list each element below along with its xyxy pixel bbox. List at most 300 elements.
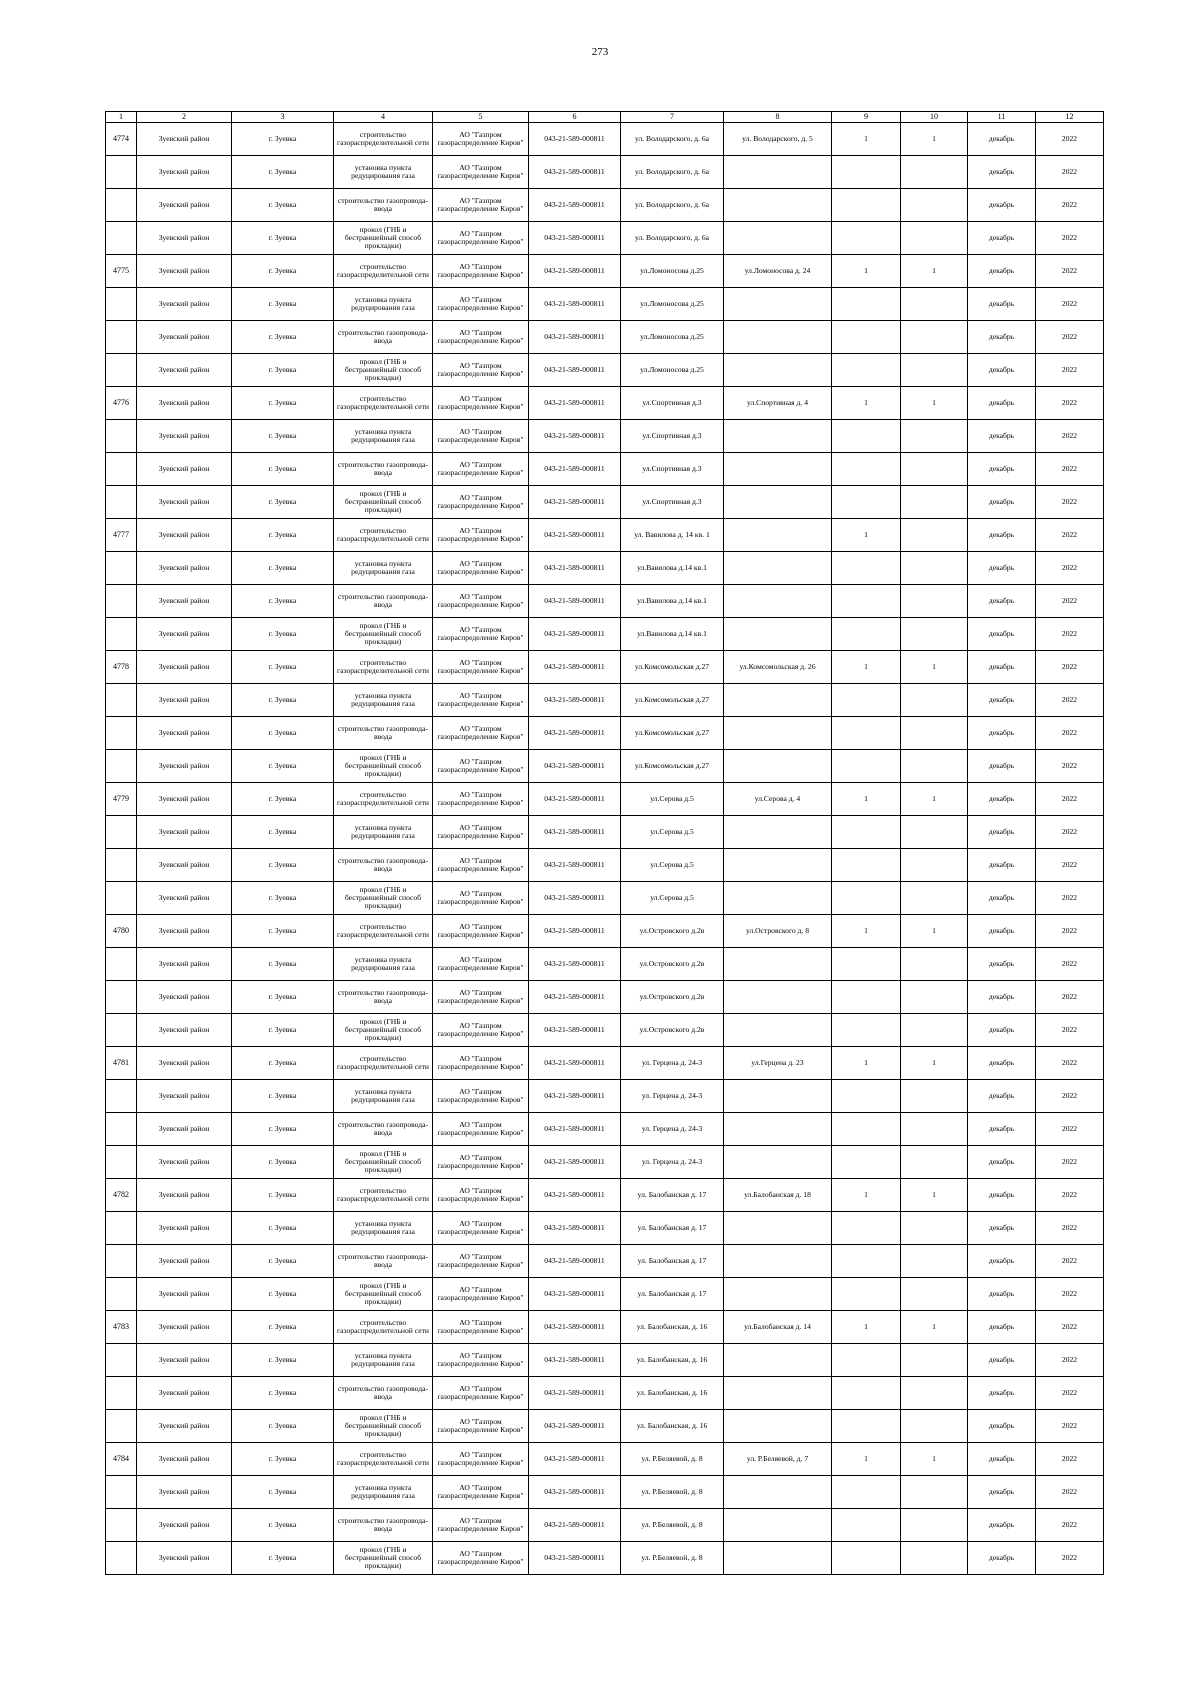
connection-address-cell	[724, 1476, 832, 1509]
table-row	[106, 585, 1104, 618]
registry-code-cell: 043-21-589-000811	[529, 750, 621, 783]
col9-cell	[832, 222, 901, 255]
city-cell: г. Зуевка	[232, 1047, 334, 1080]
registry-code-cell: 043-21-589-000811	[529, 222, 621, 255]
col9-cell	[832, 1014, 901, 1047]
col9-cell	[832, 156, 901, 189]
table-header	[106, 112, 1104, 123]
address-cell: ул. Балобанская д. 17	[621, 1278, 724, 1311]
col10-cell	[901, 1113, 968, 1146]
month-cell: декабрь	[968, 420, 1036, 453]
col10-cell	[901, 288, 968, 321]
organization-cell: АО "Газпром газораспределение Киров"	[433, 486, 529, 519]
registry-code-cell: 043-21-589-000811	[529, 1311, 621, 1344]
connection-address-cell	[724, 849, 832, 882]
connection-address-cell	[724, 1245, 832, 1278]
row-number: 4783	[106, 1311, 137, 1344]
row-number: 4780	[106, 915, 137, 948]
table-row	[106, 387, 1104, 420]
column-header-5: 5	[433, 112, 529, 123]
table-row	[106, 189, 1104, 222]
month-cell: декабрь	[968, 1509, 1036, 1542]
row-number	[106, 1014, 137, 1047]
work-type-cell: строительство газораспределительной сети	[334, 255, 433, 288]
organization-cell: АО "Газпром газораспределение Киров"	[433, 882, 529, 915]
col9-cell	[832, 618, 901, 651]
address-cell: ул.Вавилова д.14 кв.1	[621, 552, 724, 585]
month-cell: декабрь	[968, 486, 1036, 519]
district-cell: Зуевский район	[137, 651, 232, 684]
district-cell: Зуевский район	[137, 1080, 232, 1113]
col10-cell	[901, 981, 968, 1014]
address-cell: ул.Комсомольская д.27	[621, 717, 724, 750]
row-number	[106, 1278, 137, 1311]
city-cell: г. Зуевка	[232, 453, 334, 486]
table-row	[106, 1146, 1104, 1179]
organization-cell: АО "Газпром газораспределение Киров"	[433, 915, 529, 948]
table-row	[106, 849, 1104, 882]
registry-code-cell: 043-21-589-000811	[529, 156, 621, 189]
connection-address-cell	[724, 552, 832, 585]
table-row	[106, 1014, 1104, 1047]
organization-cell: АО "Газпром газораспределение Киров"	[433, 1245, 529, 1278]
registry-code-cell: 043-21-589-000811	[529, 915, 621, 948]
col10-cell	[901, 354, 968, 387]
connection-address-cell: ул.Балобанская д. 14	[724, 1311, 832, 1344]
registry-code-cell: 043-21-589-000811	[529, 1476, 621, 1509]
registry-code-cell: 043-21-589-000811	[529, 1146, 621, 1179]
connection-address-cell	[724, 1212, 832, 1245]
registry-code-cell: 043-21-589-000811	[529, 123, 621, 156]
address-cell: ул. Володарского, д. 6а	[621, 189, 724, 222]
row-number	[106, 156, 137, 189]
city-cell: г. Зуевка	[232, 1113, 334, 1146]
city-cell: г. Зуевка	[232, 882, 334, 915]
row-number	[106, 189, 137, 222]
table-row	[106, 288, 1104, 321]
table-row	[106, 321, 1104, 354]
address-cell: ул. Балобанская, д. 16	[621, 1410, 724, 1443]
row-number: 4781	[106, 1047, 137, 1080]
row-number	[106, 948, 137, 981]
connection-address-cell: ул.Серова д. 4	[724, 783, 832, 816]
organization-cell: АО "Газпром газораспределение Киров"	[433, 420, 529, 453]
district-cell: Зуевский район	[137, 420, 232, 453]
registry-code-cell: 043-21-589-000811	[529, 1542, 621, 1575]
col10-cell	[901, 156, 968, 189]
connection-address-cell	[724, 156, 832, 189]
table-row	[106, 1311, 1104, 1344]
work-type-cell: установка пункта редуцирования газа	[334, 420, 433, 453]
city-cell: г. Зуевка	[232, 1344, 334, 1377]
row-number	[106, 222, 137, 255]
registry-code-cell: 043-21-589-000811	[529, 1245, 621, 1278]
year-cell: 2022	[1036, 816, 1104, 849]
address-cell: ул. Балобанская д. 17	[621, 1179, 724, 1212]
col9-cell	[832, 1146, 901, 1179]
row-number: 4776	[106, 387, 137, 420]
year-cell: 2022	[1036, 1278, 1104, 1311]
table-row	[106, 717, 1104, 750]
work-type-cell: установка пункта редуцирования газа	[334, 1080, 433, 1113]
year-cell: 2022	[1036, 684, 1104, 717]
year-cell: 2022	[1036, 1476, 1104, 1509]
district-cell: Зуевский район	[137, 1245, 232, 1278]
district-cell: Зуевский район	[137, 519, 232, 552]
year-cell: 2022	[1036, 651, 1104, 684]
city-cell: г. Зуевка	[232, 354, 334, 387]
year-cell: 2022	[1036, 618, 1104, 651]
col9-cell	[832, 288, 901, 321]
registry-code-cell: 043-21-589-000811	[529, 288, 621, 321]
col10-cell	[901, 816, 968, 849]
address-cell: ул.Островского д.2в	[621, 1014, 724, 1047]
row-number	[106, 1509, 137, 1542]
connection-address-cell	[724, 882, 832, 915]
address-cell: ул.Спортивная д.3	[621, 420, 724, 453]
organization-cell: АО "Газпром газораспределение Киров"	[433, 948, 529, 981]
month-cell: декабрь	[968, 354, 1036, 387]
organization-cell: АО "Газпром газораспределение Киров"	[433, 519, 529, 552]
connection-address-cell	[724, 1542, 832, 1575]
city-cell: г. Зуевка	[232, 651, 334, 684]
col10-cell: 1	[901, 783, 968, 816]
table-row	[106, 123, 1104, 156]
month-cell: декабрь	[968, 1278, 1036, 1311]
work-type-cell: строительство газопровода-ввода	[334, 453, 433, 486]
col10-cell	[901, 1410, 968, 1443]
month-cell: декабрь	[968, 618, 1036, 651]
organization-cell: АО "Газпром газораспределение Киров"	[433, 1311, 529, 1344]
organization-cell: АО "Газпром газораспределение Киров"	[433, 1278, 529, 1311]
registry-code-cell: 043-21-589-000811	[529, 783, 621, 816]
city-cell: г. Зуевка	[232, 1146, 334, 1179]
work-type-cell: прокол (ГНБ и бестраншейный способ прокладки)	[334, 750, 433, 783]
district-cell: Зуевский район	[137, 750, 232, 783]
year-cell: 2022	[1036, 1311, 1104, 1344]
district-cell: Зуевский район	[137, 123, 232, 156]
address-cell: ул.Комсомольская д.27	[621, 651, 724, 684]
month-cell: декабрь	[968, 915, 1036, 948]
connection-address-cell	[724, 354, 832, 387]
address-cell: ул. Герцена д. 24-3	[621, 1146, 724, 1179]
col10-cell	[901, 618, 968, 651]
registry-code-cell: 043-21-589-000811	[529, 321, 621, 354]
address-cell: ул.Островского д.2в	[621, 981, 724, 1014]
connection-address-cell	[724, 585, 832, 618]
column-header-6: 6	[529, 112, 621, 123]
col10-cell	[901, 420, 968, 453]
month-cell: декабрь	[968, 816, 1036, 849]
registry-code-cell: 043-21-589-000811	[529, 1113, 621, 1146]
connection-address-cell	[724, 948, 832, 981]
address-cell: ул. Р.Беляевой, д. 8	[621, 1509, 724, 1542]
month-cell: декабрь	[968, 1410, 1036, 1443]
connection-address-cell	[724, 1377, 832, 1410]
connection-address-cell: ул.Балобанская д. 18	[724, 1179, 832, 1212]
col10-cell: 1	[901, 651, 968, 684]
organization-cell: АО "Газпром газораспределение Киров"	[433, 1014, 529, 1047]
district-cell: Зуевский район	[137, 1113, 232, 1146]
connection-address-cell	[724, 750, 832, 783]
month-cell: декабрь	[968, 849, 1036, 882]
district-cell: Зуевский район	[137, 1476, 232, 1509]
month-cell: декабрь	[968, 1113, 1036, 1146]
col9-cell: 1	[832, 1311, 901, 1344]
col9-cell: 1	[832, 915, 901, 948]
col9-cell: 1	[832, 519, 901, 552]
col9-cell	[832, 552, 901, 585]
address-cell: ул. Балобанская, д. 16	[621, 1377, 724, 1410]
district-cell: Зуевский район	[137, 585, 232, 618]
work-type-cell: строительство газопровода-ввода	[334, 585, 433, 618]
work-type-cell: прокол (ГНБ и бестраншейный способ прокладки)	[334, 1146, 433, 1179]
city-cell: г. Зуевка	[232, 717, 334, 750]
address-cell: ул. Р.Беляевой, д. 8	[621, 1443, 724, 1476]
city-cell: г. Зуевка	[232, 420, 334, 453]
address-cell: ул.Спортивная д.3	[621, 387, 724, 420]
address-cell: ул. Балобанская д. 17	[621, 1212, 724, 1245]
year-cell: 2022	[1036, 552, 1104, 585]
row-number: 4774	[106, 123, 137, 156]
registry-code-cell: 043-21-589-000811	[529, 354, 621, 387]
row-number	[106, 750, 137, 783]
year-cell: 2022	[1036, 123, 1104, 156]
city-cell: г. Зуевка	[232, 1410, 334, 1443]
month-cell: декабрь	[968, 1377, 1036, 1410]
month-cell: декабрь	[968, 1542, 1036, 1575]
table-row	[106, 651, 1104, 684]
organization-cell: АО "Газпром газораспределение Киров"	[433, 816, 529, 849]
column-header-11: 11	[968, 112, 1036, 123]
month-cell: декабрь	[968, 684, 1036, 717]
table-row	[106, 519, 1104, 552]
year-cell: 2022	[1036, 1179, 1104, 1212]
col10-cell	[901, 585, 968, 618]
col9-cell	[832, 1245, 901, 1278]
city-cell: г. Зуевка	[232, 684, 334, 717]
registry-code-cell: 043-21-589-000811	[529, 684, 621, 717]
col9-cell	[832, 1410, 901, 1443]
col9-cell: 1	[832, 255, 901, 288]
district-cell: Зуевский район	[137, 1410, 232, 1443]
table-row	[106, 1344, 1104, 1377]
address-cell: ул.Серова д.5	[621, 849, 724, 882]
col10-cell	[901, 552, 968, 585]
city-cell: г. Зуевка	[232, 1542, 334, 1575]
month-cell: декабрь	[968, 1014, 1036, 1047]
col9-cell	[832, 882, 901, 915]
city-cell: г. Зуевка	[232, 1212, 334, 1245]
column-header-3: 3	[232, 112, 334, 123]
organization-cell: АО "Газпром газораспределение Киров"	[433, 1542, 529, 1575]
year-cell: 2022	[1036, 519, 1104, 552]
table-row	[106, 1443, 1104, 1476]
address-cell: ул. Герцена д. 24-3	[621, 1047, 724, 1080]
table-row	[106, 1179, 1104, 1212]
city-cell: г. Зуевка	[232, 750, 334, 783]
city-cell: г. Зуевка	[232, 255, 334, 288]
organization-cell: АО "Газпром газораспределение Киров"	[433, 585, 529, 618]
col10-cell	[901, 1476, 968, 1509]
work-type-cell: строительство газораспределительной сети	[334, 519, 433, 552]
registry-code-cell: 043-21-589-000811	[529, 552, 621, 585]
city-cell: г. Зуевка	[232, 321, 334, 354]
month-cell: декабрь	[968, 882, 1036, 915]
address-cell: ул.Серова д.5	[621, 882, 724, 915]
registry-code-cell: 043-21-589-000811	[529, 1080, 621, 1113]
row-number	[106, 1146, 137, 1179]
registry-code-cell: 043-21-589-000811	[529, 1509, 621, 1542]
work-type-cell: строительство газопровода-ввода	[334, 981, 433, 1014]
registry-code-cell: 043-21-589-000811	[529, 717, 621, 750]
district-cell: Зуевский район	[137, 321, 232, 354]
city-cell: г. Зуевка	[232, 189, 334, 222]
row-number	[106, 1245, 137, 1278]
year-cell: 2022	[1036, 750, 1104, 783]
work-type-cell: строительство газопровода-ввода	[334, 1245, 433, 1278]
registry-code-cell: 043-21-589-000811	[529, 486, 621, 519]
registry-code-cell: 043-21-589-000811	[529, 453, 621, 486]
table-row	[106, 156, 1104, 189]
registry-code-cell: 043-21-589-000811	[529, 981, 621, 1014]
col10-cell	[901, 1146, 968, 1179]
connection-address-cell	[724, 1509, 832, 1542]
district-cell: Зуевский район	[137, 948, 232, 981]
year-cell: 2022	[1036, 783, 1104, 816]
address-cell: ул. Володарского, д. 6а	[621, 156, 724, 189]
column-header-9: 9	[832, 112, 901, 123]
address-cell: ул.Ломоносова д.25	[621, 255, 724, 288]
row-number	[106, 684, 137, 717]
address-cell: ул.Островского д.2в	[621, 915, 724, 948]
registry-code-cell: 043-21-589-000811	[529, 816, 621, 849]
work-type-cell: прокол (ГНБ и бестраншейный способ прокладки)	[334, 222, 433, 255]
row-number	[106, 1080, 137, 1113]
district-cell: Зуевский район	[137, 1014, 232, 1047]
row-number	[106, 717, 137, 750]
col9-cell: 1	[832, 123, 901, 156]
organization-cell: АО "Газпром газораспределение Киров"	[433, 1476, 529, 1509]
organization-cell: АО "Газпром газораспределение Киров"	[433, 354, 529, 387]
row-number	[106, 882, 137, 915]
column-header-2: 2	[137, 112, 232, 123]
connection-address-cell: ул.Островского д. 8	[724, 915, 832, 948]
organization-cell: АО "Газпром газораспределение Киров"	[433, 321, 529, 354]
work-type-cell: строительство газораспределительной сети	[334, 915, 433, 948]
connection-address-cell	[724, 816, 832, 849]
register-table	[105, 111, 1104, 1575]
work-type-cell: установка пункта редуцирования газа	[334, 1476, 433, 1509]
registry-code-cell: 043-21-589-000811	[529, 948, 621, 981]
row-number	[106, 585, 137, 618]
col10-cell	[901, 321, 968, 354]
row-number	[106, 321, 137, 354]
district-cell: Зуевский район	[137, 1542, 232, 1575]
col9-cell	[832, 420, 901, 453]
work-type-cell: строительство газораспределительной сети	[334, 1179, 433, 1212]
table-row	[106, 222, 1104, 255]
address-cell: ул. Володарского, д. 6а	[621, 222, 724, 255]
year-cell: 2022	[1036, 948, 1104, 981]
col10-cell	[901, 717, 968, 750]
year-cell: 2022	[1036, 717, 1104, 750]
col9-cell: 1	[832, 387, 901, 420]
table-row	[106, 1410, 1104, 1443]
col9-cell	[832, 816, 901, 849]
organization-cell: АО "Газпром газораспределение Киров"	[433, 717, 529, 750]
work-type-cell: прокол (ГНБ и бестраншейный способ прокладки)	[334, 1410, 433, 1443]
connection-address-cell	[724, 189, 832, 222]
month-cell: декабрь	[968, 1476, 1036, 1509]
month-cell: декабрь	[968, 1146, 1036, 1179]
col10-cell	[901, 684, 968, 717]
connection-address-cell	[724, 1278, 832, 1311]
connection-address-cell	[724, 1080, 832, 1113]
organization-cell: АО "Газпром газораспределение Киров"	[433, 981, 529, 1014]
organization-cell: АО "Газпром газораспределение Киров"	[433, 552, 529, 585]
col9-cell	[832, 486, 901, 519]
col10-cell	[901, 1080, 968, 1113]
year-cell: 2022	[1036, 354, 1104, 387]
city-cell: г. Зуевка	[232, 1311, 334, 1344]
connection-address-cell	[724, 1146, 832, 1179]
table-row	[106, 420, 1104, 453]
month-cell: декабрь	[968, 1311, 1036, 1344]
registry-code-cell: 043-21-589-000811	[529, 1179, 621, 1212]
row-number	[106, 453, 137, 486]
district-cell: Зуевский район	[137, 1443, 232, 1476]
month-cell: декабрь	[968, 1047, 1036, 1080]
year-cell: 2022	[1036, 1443, 1104, 1476]
row-number	[106, 486, 137, 519]
month-cell: декабрь	[968, 156, 1036, 189]
year-cell: 2022	[1036, 1113, 1104, 1146]
organization-cell: АО "Газпром газораспределение Киров"	[433, 387, 529, 420]
district-cell: Зуевский район	[137, 1344, 232, 1377]
year-cell: 2022	[1036, 1344, 1104, 1377]
organization-cell: АО "Газпром газораспределение Киров"	[433, 1443, 529, 1476]
year-cell: 2022	[1036, 1542, 1104, 1575]
month-cell: декабрь	[968, 288, 1036, 321]
organization-cell: АО "Газпром газораспределение Киров"	[433, 1410, 529, 1443]
col10-cell	[901, 519, 968, 552]
year-cell: 2022	[1036, 288, 1104, 321]
col9-cell	[832, 684, 901, 717]
work-type-cell: строительство газораспределительной сети	[334, 1047, 433, 1080]
col10-cell	[901, 882, 968, 915]
table-body	[106, 123, 1104, 1575]
address-cell: ул. Вавилова д. 14 кв. 1	[621, 519, 724, 552]
year-cell: 2022	[1036, 189, 1104, 222]
col10-cell	[901, 1212, 968, 1245]
work-type-cell: строительство газопровода-ввода	[334, 1509, 433, 1542]
col10-cell	[901, 222, 968, 255]
work-type-cell: прокол (ГНБ и бестраншейный способ прокладки)	[334, 1014, 433, 1047]
month-cell: декабрь	[968, 552, 1036, 585]
organization-cell: АО "Газпром газораспределение Киров"	[433, 1212, 529, 1245]
city-cell: г. Зуевка	[232, 387, 334, 420]
district-cell: Зуевский район	[137, 717, 232, 750]
month-cell: декабрь	[968, 717, 1036, 750]
organization-cell: АО "Газпром газораспределение Киров"	[433, 618, 529, 651]
year-cell: 2022	[1036, 882, 1104, 915]
header-row	[106, 112, 1104, 123]
table-row	[106, 1377, 1104, 1410]
year-cell: 2022	[1036, 222, 1104, 255]
organization-cell: АО "Газпром газораспределение Киров"	[433, 684, 529, 717]
table-row	[106, 1113, 1104, 1146]
